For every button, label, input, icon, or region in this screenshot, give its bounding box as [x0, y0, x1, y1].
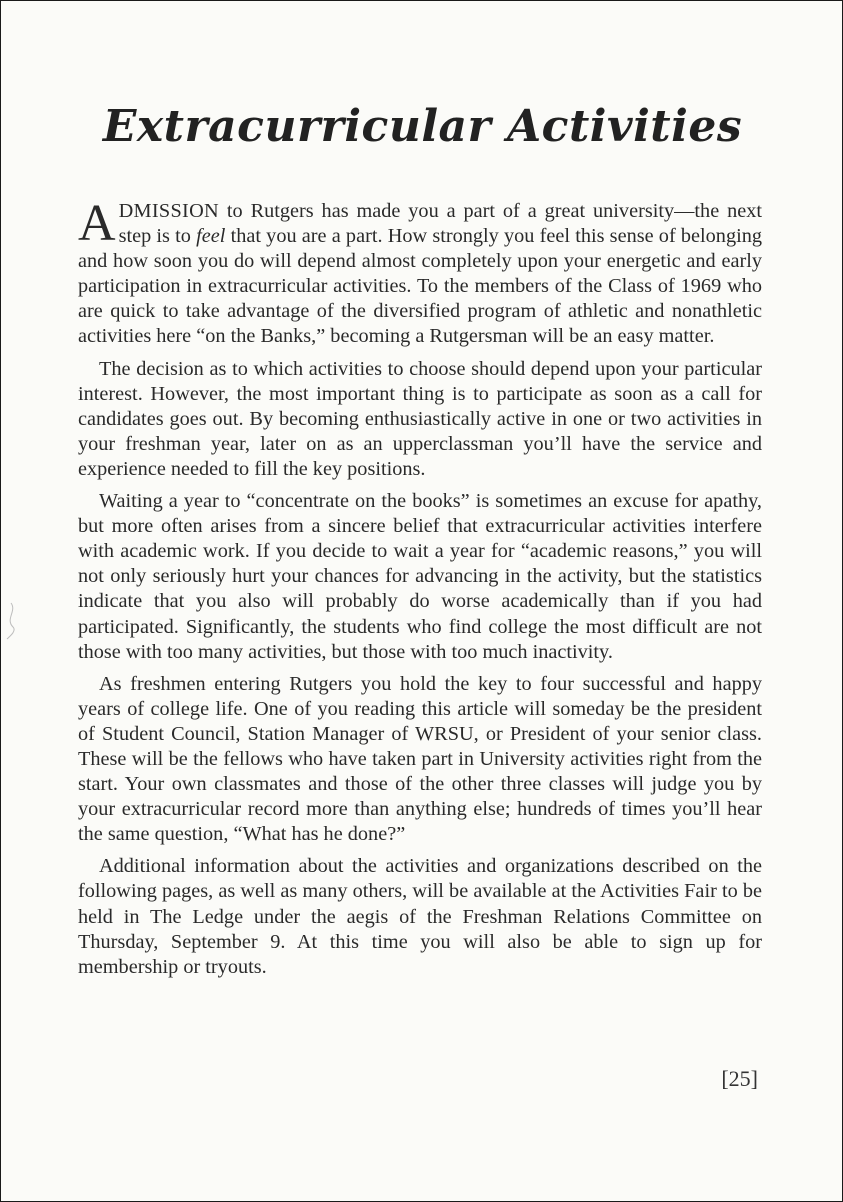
margin-pencil-mark	[3, 601, 23, 641]
emphasized-word: feel	[196, 225, 226, 248]
paragraph-4: As freshmen entering Rutgers you hold the key to four successful and happy years of college life. One of you reading this article will someday be the president of Student Council, Station Manager of WRSU, or President of your senior class. These will be the fellows who have taken part in University activities right from the start. Your own classmates and those of the other three classes will judge you by your extracurricular record more than anything else; hundreds of times you’ll hear the same question, “What has he done?”	[78, 672, 762, 846]
paragraph-1-text-a: to Rutgers has made you a part of a great university—the next step is to	[118, 200, 762, 248]
paragraph-1	[78, 195, 763, 350]
drop-cap: A	[78, 195, 116, 252]
page-title: Extracurricular Activities	[102, 101, 743, 152]
paragraph-5: Additional information about the activities and organizations described on the following pages, as well as many others, will be available at the Activities Fair to be held in The Ledge under the aegis of the Freshman Relations Committee on Thursday, September 9. At this time you will also be able to sign up for membership or tryouts.	[78, 855, 762, 978]
page-number: [25]	[721, 1066, 758, 1091]
paragraph-3: Waiting a year to “concentrate on the books” is sometimes an excuse for apathy, but more often arises from a sincere belief that extracurricular activities interfere with academic work. If you decide to wait a year for “academic reasons,” you will not only seriously hurt your chances for advancing in the activity, but the statistics indicate that you also will probably do worse academically than if you had participated. Significantly, the students who find college the most difficult are not those with too many activities, but those with too much inactivity.	[78, 490, 762, 663]
paragraph-2: The decision as to which activities to choose should depend upon your particular interest. However, the most important thing is to participate as soon as a call for candidates goes out. By becoming enthusiastically active in one or two activities in your freshman year, later on as an upperclassman you’ll have the service and experience needed to fill the key positions.	[78, 357, 762, 480]
lead-word: DMISSION	[118, 200, 220, 222]
article-body	[78, 195, 763, 987]
paragraph-1-text-b: that you are a part. How strongly you feel this sense of belonging and how soon you do will depend almost completely upon your energetic and early participation in extracurricular activities. To the members of the Class of 1969 who are quick to take advantage of the diversified program of athletic and nonathletic activities here “on the Banks,” becoming a Rutgersman will be an easy matter.	[78, 225, 763, 348]
